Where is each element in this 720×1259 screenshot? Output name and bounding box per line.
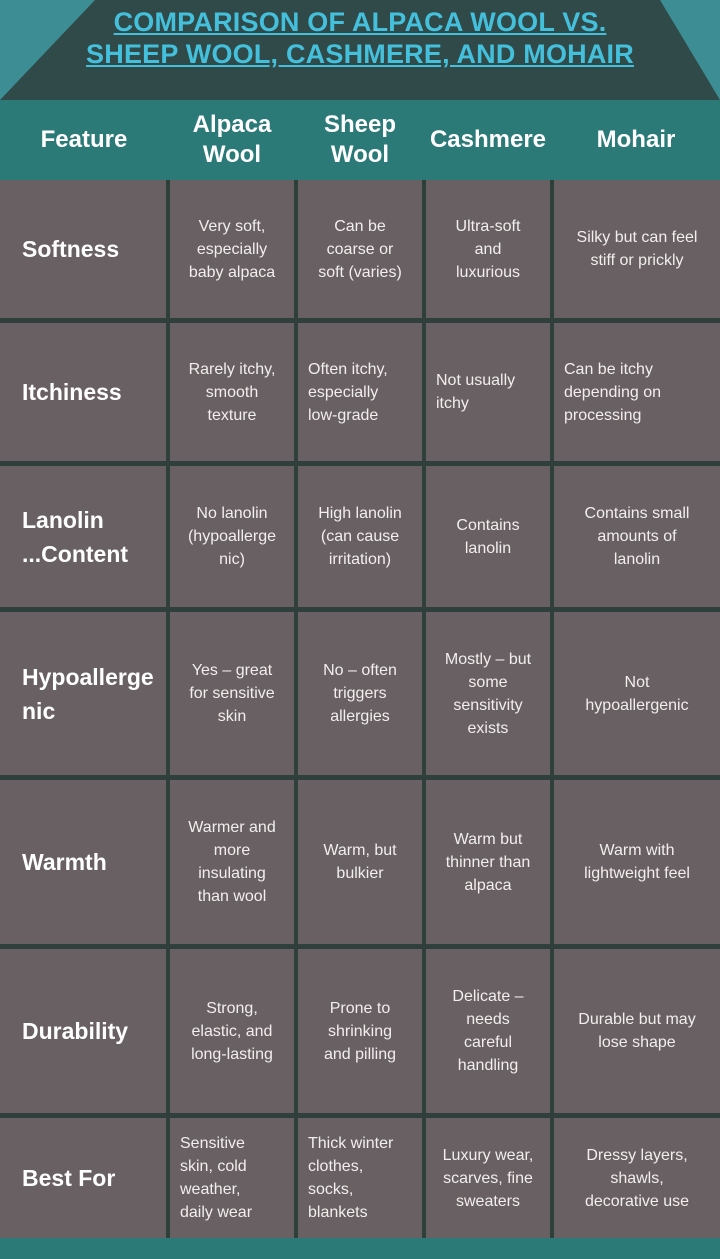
- feature-label: Durability: [0, 949, 166, 1113]
- table-cell-mohair: Not hypoallergenic: [554, 612, 720, 775]
- header-cashmere: Cashmere: [429, 126, 547, 153]
- feature-label: Hypoallerge nic: [0, 612, 166, 775]
- feature-label: Lanolin ...Content: [0, 466, 166, 607]
- table-cell-alpaca: No lanolin (hypoallerge nic): [170, 466, 294, 607]
- table-cell-sheep: No – often triggers allergies: [298, 612, 422, 775]
- banner-triangle-right: [660, 0, 720, 100]
- table-cell-sheep: Often itchy, especially low-grade: [298, 323, 422, 461]
- header-alpaca: Alpaca Wool: [192, 111, 272, 168]
- table-cell-sheep: High lanolin (can cause irritation): [298, 466, 422, 607]
- title-line-1: COMPARISON OF ALPACA WOOL VS.: [113, 7, 607, 37]
- feature-label: Itchiness: [0, 323, 166, 461]
- table-cell-mohair: Dressy layers, shawls, decorative use: [554, 1118, 720, 1238]
- header-mohair: Mohair: [596, 126, 676, 153]
- table-cell-mohair: Contains small amounts of lanolin: [554, 466, 720, 607]
- table-cell-sheep: Prone to shrinking and pilling: [298, 949, 422, 1113]
- table-cell-mohair: Durable but may lose shape: [554, 949, 720, 1113]
- table-cell-alpaca: Strong, elastic, and long-lasting: [170, 949, 294, 1113]
- table-cell-alpaca: Sensitive skin, cold weather, daily wear: [170, 1118, 294, 1238]
- table-cell-mohair: Silky but can feel stiff or prickly: [554, 180, 720, 318]
- table-cell-mohair: Warm with lightweight feel: [554, 780, 720, 944]
- table-cell-cashmere: Not usually itchy: [426, 323, 550, 461]
- table-cell-sheep: Can be coarse or soft (varies): [298, 180, 422, 318]
- comparison-table: [0, 180, 720, 1238]
- table-cell-alpaca: Warmer and more insulating than wool: [170, 780, 294, 944]
- table-cell-alpaca: Very soft, especially baby alpaca: [170, 180, 294, 318]
- feature-label: Best For: [0, 1118, 166, 1238]
- header-sheep: Sheep Wool: [323, 111, 397, 168]
- table-cell-cashmere: Contains lanolin: [426, 466, 550, 607]
- table-cell-cashmere: Delicate – needs careful handling: [426, 949, 550, 1113]
- bottom-band: [0, 1238, 720, 1259]
- table-cell-cashmere: Warm but thinner than alpaca: [426, 780, 550, 944]
- page-title: [60, 6, 660, 70]
- table-cell-cashmere: Ultra-soft and luxurious: [426, 180, 550, 318]
- table-cell-cashmere: Luxury wear, scarves, fine sweaters: [426, 1118, 550, 1238]
- header-feature: Feature: [40, 126, 128, 153]
- title-line-2: SHEEP WOOL, CASHMERE, AND MOHAIR: [86, 39, 634, 69]
- table-cell-alpaca: Rarely itchy, smooth texture: [170, 323, 294, 461]
- table-cell-alpaca: Yes – great for sensitive skin: [170, 612, 294, 775]
- feature-label: Softness: [0, 180, 166, 318]
- table-cell-cashmere: Mostly – but some sensitivity exists: [426, 612, 550, 775]
- table-cell-mohair: Can be itchy depending on processing: [554, 323, 720, 461]
- feature-label: Warmth: [0, 780, 166, 944]
- table-header: [0, 100, 720, 180]
- table-cell-sheep: Warm, but bulkier: [298, 780, 422, 944]
- table-cell-sheep: Thick winter clothes, socks, blankets: [298, 1118, 422, 1238]
